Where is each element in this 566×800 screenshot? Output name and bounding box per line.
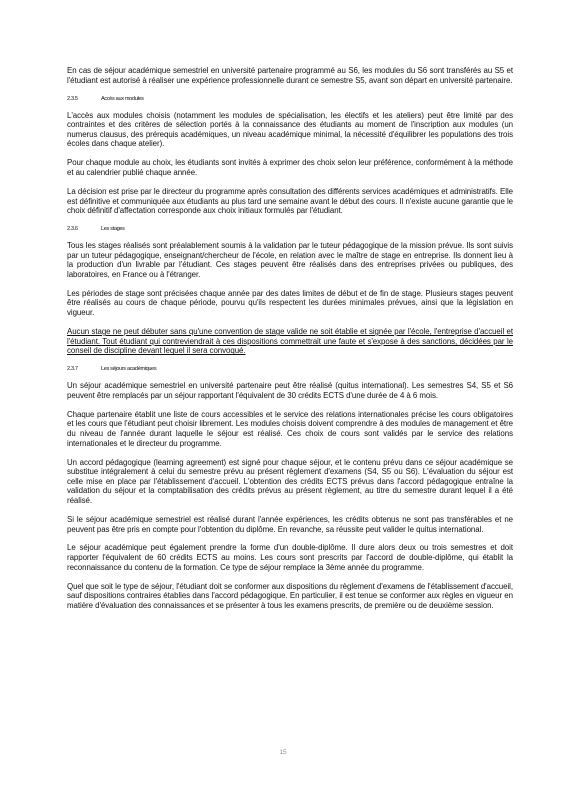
- paragraph: Pour chaque module au choix, les étudiants sont invités à exprimer des choix selon leur préférence, conformément à la méthode et au calendrier publié chaque année.: [67, 158, 513, 177]
- paragraph: Un accord pédagogique (learning agreement) est signé pour chaque séjour, et le contenu prévu dans ce séjour académique se substitue intégralement à celui du semestre prévu au présent règlement d'examens (S4, S5 ou S6). L'évaluation du séjour est celle mise en place par l'établissement d'accueil. L'obtention des crédits ECTS prévus dans l'accord pédagogique entraîne la validation du séjour et la comptabilisation des crédits prévus au présent règlement, au titre du semestre durant lequel il a été réalisé.: [67, 457, 513, 505]
- paragraph: Si le séjour académique semestriel est réalisé durant l'année expériences, les crédits obtenus ne sont pas transférables et ne peuvent pas être pris en compte pour l'obtention du diplôme. En revanche, sa réussite peut valider le quitus international.: [67, 514, 513, 534]
- paragraph: L'accès aux modules choisis (notamment les modules de spécialisation, les électifs et les ateliers) peut être limité par des contraintes et des critères de sélection portés à la connaissance des étudiants au moment de l'inscription aux modules (un numerus clausus, des prérequis académiques, un niveau académique minimal, la nécessité d'équilibrer les populations des trois écoles dans chaque atelier).: [67, 110, 513, 149]
- paragraph: Un séjour académique semestriel en université partenaire peut être réalisé (quitus international). Les semestres S4, S5 et S6 peuvent être remplacés par un séjour rapportant l'équivalent de 30 crédits ECTS d'une durée de 4 à 6 mois.: [67, 381, 513, 400]
- section-title: Accès aux modules: [101, 95, 144, 102]
- intro-paragraph: En cas de séjour académique semestriel en université partenaire programmé au S6, les modules du S6 sont transférés au S5 et l'étudiant est autorisé à réaliser une expérience professionnelle durant ce semestre S5, avant son départ en université partenaire.: [67, 66, 513, 85]
- section-title: Les séjours académiques: [101, 366, 157, 373]
- section-number: 2.3.5: [67, 95, 78, 102]
- paragraph: Les périodes de stage sont précisées chaque année par des dates limites de début et de fin de stage. Plusieurs stages peuvent être réalisés au cours de chaque période, pourvu qu'ils respectent les durées minimales prévues, ainsi que la législation en vigueur.: [67, 288, 513, 318]
- paragraph: Quel que soit le type de séjour, l'étudiant doit se conformer aux dispositions du règlement d'examens de l'établissement d'accueil, sauf dispositions contraires établies dans l'accord pédagogique. En particulier, il est tenue se conformer aux règles en vigueur en matière d'évaluation des connaissances et se présenter à tous les examens prescrits, de première ou de deuxième session.: [67, 581, 513, 610]
- section-number: 2.3.6: [67, 226, 78, 233]
- page-number: 15: [279, 749, 287, 756]
- paragraph: Chaque partenaire établit une liste de cours accessibles et le service des relations internationales précise les cours obligatoires et les cours que l'étudiant peut choisir librement. Les modules choisis doivent comprendre à des modules de management et être du niveau de l'année durant laquelle le séjour est réalisé. Ces choix de cours sont validés par le service des relations internationales et le directeur du programme.: [67, 409, 513, 448]
- section-heading-2-3-6: [67, 225, 513, 233]
- section-heading-2-3-5: [67, 95, 513, 103]
- underlined-paragraph: Aucun stage ne peut débuter sans qu'une convention de stage valide ne soit établie et signée par l'école, l'entreprise d'accueil et l'étudiant. Tout étudiant qui contreviendrait à ces dispositions commettrait une faute et s'expose à des sanctions, décidées par le conseil de discipline devant lequel il sera convoqué.: [67, 327, 513, 356]
- paragraph: La décision est prise par le directeur du programme après consultation des différents services académiques et administratifs. Elle est définitive et communiquée aux étudiants au plus tard une semaine avant le début des cours. Il n'existe aucune garantie que le choix définitif d'affectation corresponde aux choix initiaux formulés par l'étudiant.: [67, 186, 513, 216]
- paragraph: Tous les stages réalisés sont préalablement soumis à la validation par le tuteur pédagogique de la mission prévue. Ils sont suivis par un tuteur pédagogique, enseignant/chercheur de l'école, en relation avec le maître de stage en entreprise. Ils donnent lieu à la production d'un livrable par l'étudiant. Ces stages peuvent être réalisés dans des entreprises privées ou publiques, des laboratoires, en France ou à l'étranger.: [67, 241, 513, 279]
- document-body: [67, 66, 513, 620]
- section-heading-2-3-7: [67, 365, 513, 373]
- paragraph: Le séjour académique peut également prendre la forme d'un double-diplôme. Il dure alors deux ou trois semestres et doit rapporter l'équivalent de 60 crédits ECTS au moins. Les cours sont prescrits par l'accord de double-diplôme, qui établit la reconnaissance du contenu de la formation. Ce type de séjour remplace la 3ème année du programme.: [67, 543, 513, 572]
- section-title: Les stages: [101, 226, 125, 233]
- section-number: 2.3.7: [67, 366, 78, 373]
